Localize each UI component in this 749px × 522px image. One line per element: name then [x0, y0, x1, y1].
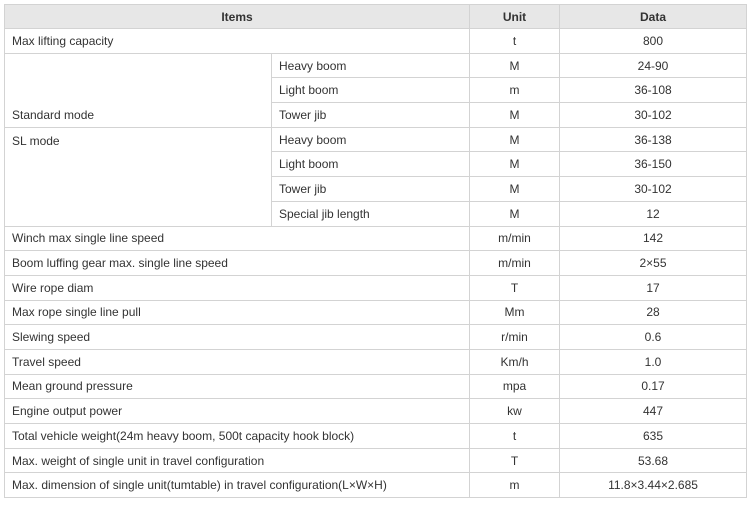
unit-cell: m/min: [470, 251, 560, 276]
group-label-sl-mode: SL mode: [5, 127, 272, 226]
table-row: [5, 226, 747, 251]
unit-cell: Km/h: [470, 349, 560, 374]
item-cell: Max. dimension of single unit(tumtable) in travel configuration(L×W×H): [5, 473, 470, 498]
sub-item-cell: Tower jib: [272, 103, 470, 128]
table-row: [5, 448, 747, 473]
item-cell: Winch max single line speed: [5, 226, 470, 251]
item-cell: Total vehicle weight(24m heavy boom, 500t capacity hook block): [5, 424, 470, 449]
unit-cell: m: [470, 473, 560, 498]
unit-cell: T: [470, 275, 560, 300]
data-cell: 0.17: [560, 374, 747, 399]
unit-cell: Mm: [470, 300, 560, 325]
data-cell: 17: [560, 275, 747, 300]
header-unit: Unit: [470, 5, 560, 29]
unit-cell: r/min: [470, 325, 560, 350]
group-label-standard-mode: Standard mode: [5, 53, 272, 127]
item-cell: Slewing speed: [5, 325, 470, 350]
unit-cell: mpa: [470, 374, 560, 399]
unit-cell: t: [470, 424, 560, 449]
table-row: [5, 473, 747, 498]
sub-item-cell: Heavy boom: [272, 53, 470, 78]
table-row: [5, 29, 747, 54]
item-cell: Max rope single line pull: [5, 300, 470, 325]
data-cell: 447: [560, 399, 747, 424]
table-row: [5, 251, 747, 276]
header-row: [5, 5, 747, 29]
data-cell: 635: [560, 424, 747, 449]
sub-item-cell: Light boom: [272, 152, 470, 177]
table-row: [5, 424, 747, 449]
data-cell: 1.0: [560, 349, 747, 374]
unit-cell: m/min: [470, 226, 560, 251]
table-body: [5, 29, 747, 498]
data-cell: 24-90: [560, 53, 747, 78]
sub-item-cell: Light boom: [272, 78, 470, 103]
data-cell: 11.8×3.44×2.685: [560, 473, 747, 498]
unit-cell: M: [470, 103, 560, 128]
unit-cell: M: [470, 53, 560, 78]
data-cell: 36-108: [560, 78, 747, 103]
header-items: Items: [5, 5, 470, 29]
item-cell: Travel speed: [5, 349, 470, 374]
data-cell: 53.68: [560, 448, 747, 473]
table-row: [5, 53, 747, 78]
data-cell: 2×55: [560, 251, 747, 276]
table-row: [5, 349, 747, 374]
data-cell: 142: [560, 226, 747, 251]
item-cell: Max lifting capacity: [5, 29, 470, 54]
data-cell: 30-102: [560, 103, 747, 128]
unit-cell: t: [470, 29, 560, 54]
unit-cell: M: [470, 177, 560, 202]
item-cell: Boom luffing gear max. single line speed: [5, 251, 470, 276]
specifications-table: [4, 4, 747, 498]
unit-cell: T: [470, 448, 560, 473]
header-data: Data: [560, 5, 747, 29]
data-cell: 36-150: [560, 152, 747, 177]
unit-cell: M: [470, 152, 560, 177]
table-header: [5, 5, 747, 29]
sub-item-cell: Heavy boom: [272, 127, 470, 152]
unit-cell: m: [470, 78, 560, 103]
table-row: [5, 399, 747, 424]
table-row: [5, 300, 747, 325]
data-cell: 12: [560, 201, 747, 226]
sub-item-cell: Tower jib: [272, 177, 470, 202]
item-cell: Wire rope diam: [5, 275, 470, 300]
table-row: [5, 275, 747, 300]
unit-cell: kw: [470, 399, 560, 424]
data-cell: 30-102: [560, 177, 747, 202]
table-row: [5, 325, 747, 350]
sub-item-cell: Special jib length: [272, 201, 470, 226]
unit-cell: M: [470, 201, 560, 226]
data-cell: 28: [560, 300, 747, 325]
item-cell: Engine output power: [5, 399, 470, 424]
data-cell: 36-138: [560, 127, 747, 152]
item-cell: Max. weight of single unit in travel configuration: [5, 448, 470, 473]
data-cell: 0.6: [560, 325, 747, 350]
data-cell: 800: [560, 29, 747, 54]
unit-cell: M: [470, 127, 560, 152]
item-cell: Mean ground pressure: [5, 374, 470, 399]
table-row: [5, 127, 747, 152]
table-row: [5, 374, 747, 399]
